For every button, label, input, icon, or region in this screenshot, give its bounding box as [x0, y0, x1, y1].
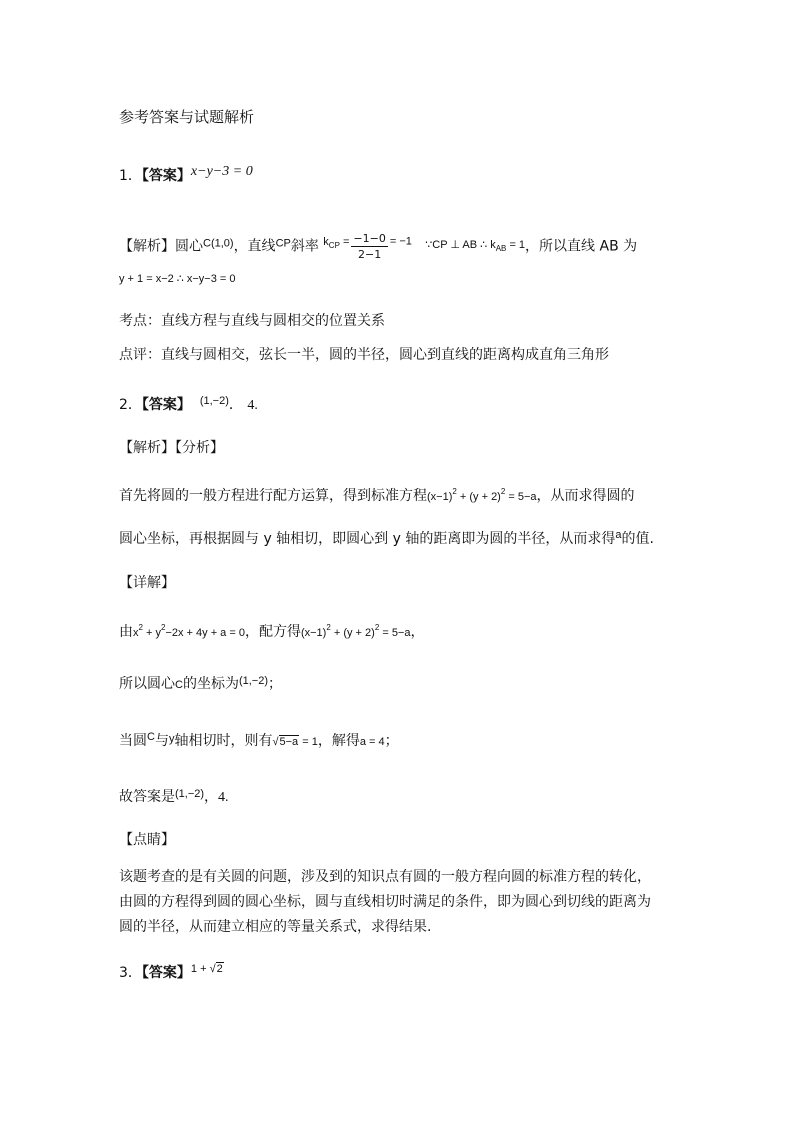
q1-text-1: 圆心	[175, 238, 203, 255]
q2-d3-a: 当圆	[119, 733, 147, 749]
q2-d4-a: 故答案是	[119, 789, 175, 805]
q2-p2-b: 的值.	[621, 531, 654, 547]
q2-d1-m4: (x−1)	[300, 627, 327, 639]
q2-d1-a: 由	[119, 624, 133, 640]
doc-title: 参考答案与试题解析	[119, 108, 255, 126]
q2-detail-line1	[119, 621, 424, 641]
q2-p1-sq: 2	[452, 487, 457, 496]
q2-d1-m2: + y	[142, 627, 161, 639]
q2-summary-1: 该题考查的是有关圆的问题，涉及到的知识点有圆的一般方程向圆的标准方程的转化，	[119, 869, 651, 885]
q2-d1-m6: = 5−a	[379, 627, 411, 639]
q2-d2-b: 的坐标为	[182, 676, 239, 692]
q2-p2-a: 圆心坐标，再根据圆与 y 轴相切，即圆心到 y 轴的距离即为圆的半径，从而求得	[119, 531, 616, 547]
q2-d3-sqrt-expr: √5−a = 1	[272, 736, 318, 748]
q2-d3-eq: = 1	[299, 736, 318, 748]
q2-d1-m5: + (y + 2)	[330, 627, 375, 639]
q2-d1-b: ，配方得	[244, 624, 301, 640]
q3-answer-math: 1 + √2	[190, 963, 223, 975]
q2-p1-m1: (x−1)	[427, 491, 453, 503]
q2-summary-2: 由圆的方程得到圆的圆心坐标，圆与直线相切时满足的条件，即为圆心到切线的距离为	[119, 894, 651, 910]
q2-d1-sq3: 2	[326, 623, 331, 632]
q1-answer-line	[119, 164, 253, 185]
q2-d3-sqrt: 5−a	[279, 736, 299, 748]
q1-center: C(1,0)	[203, 237, 234, 250]
q1-kaodian: 考点：直线方程与直线与圆相交的位置关系	[119, 313, 385, 329]
q1-cp: CP	[275, 237, 291, 250]
q2-d1-sq2: 2	[161, 623, 166, 632]
q3-answer-tag: 【答案】	[141, 965, 191, 981]
q1-frac-den: 2−1	[358, 248, 382, 261]
q3-a1: 1 +	[190, 963, 210, 975]
q2-p1-m3: = 5−a	[505, 491, 537, 503]
q2-d3-e: ；	[384, 733, 399, 749]
q2-d1-c: ，	[410, 624, 425, 640]
q2-d4-c: 4.	[218, 790, 229, 805]
q2-p2-var: a	[615, 529, 622, 541]
q1-ab-sub: AB	[495, 243, 507, 253]
q2-d4-b: ，	[204, 789, 219, 805]
q1-number: 1．	[119, 168, 142, 184]
q2-answer-line	[119, 394, 258, 414]
q1-frac-num: −1−0	[353, 232, 386, 245]
q1-ab-val: = 1	[509, 238, 526, 251]
q1-answer-tag: 【答案】	[141, 168, 191, 184]
q1-eq-res: = −1	[389, 235, 412, 248]
q2-d2-a: 所以圆心	[119, 676, 175, 692]
q2-d1-sq: 2	[138, 623, 143, 632]
q2-d3-d: ，解得	[317, 733, 360, 749]
q2-d1-m1: x	[133, 627, 139, 639]
q2-d1-m3: −2x + 4y + a = 0	[165, 627, 245, 639]
q2-d3-c: C	[147, 731, 155, 743]
q2-d2-m: (1,−2)	[238, 675, 268, 687]
q1-text-3: 斜率	[290, 238, 319, 255]
q2-p1-b: ，从而求得圆的	[536, 488, 635, 504]
q2-number: 2．	[119, 397, 142, 413]
q2-p1-a: 首先将圆的一般方程进行配方运算，得到标准方程	[119, 488, 427, 504]
q1-k-sub: CP	[328, 240, 340, 250]
q2-jiexi-fenxi: 【解析】【分析】	[119, 440, 224, 456]
q2-d3-y: y	[168, 733, 175, 745]
q2-p1-sq2: 2	[500, 487, 506, 496]
q1-eq: =	[342, 235, 350, 248]
q2-d2-d: ；	[268, 676, 282, 692]
q2-p1-math	[427, 487, 537, 503]
q1-dianping: 点评：直线与圆相交，弦长一半，圆的半径，圆心到直线的距离构成直角三角形	[119, 347, 609, 363]
q2-d4-m: (1,−2)	[175, 788, 205, 800]
q1-perp	[425, 239, 525, 251]
q1-analysis-line	[119, 232, 637, 261]
q2-answer-tag: 【答案】	[141, 397, 191, 413]
q2-summary-3: 圆的半径，从而建立相应的等量关系式，求得结果.	[119, 919, 432, 935]
q1-jiexi-tag: 【解析】	[119, 238, 175, 255]
q2-d1-math1	[133, 623, 245, 639]
q2-ans1: (1,−2)	[199, 395, 229, 407]
q2-sep: ．	[228, 397, 243, 413]
q2-d3-m: a = 4	[359, 736, 385, 748]
q2-detail-line2	[119, 673, 282, 693]
q2-d2-c: C	[175, 679, 183, 691]
q2-d3-c2: 轴相切时，则有	[174, 733, 273, 749]
q1-text-4: ，所以直线 AB 为	[525, 238, 638, 255]
q3-number: 3．	[119, 965, 142, 981]
q2-ans2: 4.	[247, 398, 258, 413]
q2-para1-line2	[119, 528, 654, 548]
q1-fraction	[351, 232, 387, 261]
q1-answer-math: x−y−3 = 0	[190, 164, 253, 179]
q1-perp-text: ∵CP ⊥ AB ∴ k	[425, 238, 496, 251]
q1-line-eq: y + 1 = x−2 ∴ x−y−3 = 0	[119, 273, 236, 285]
q2-d3-b: 与	[154, 733, 169, 749]
q2-p1-m2: + (y + 2)	[456, 491, 501, 503]
q3-sqrt: 2	[216, 963, 223, 975]
q2-detail-line4	[119, 786, 229, 806]
q1-slope	[323, 236, 349, 248]
q2-dianjing: 【点睛】	[119, 832, 175, 848]
q2-detail-line3	[119, 730, 399, 750]
q3-answer-line	[119, 962, 224, 982]
q2-para1-line1	[119, 485, 635, 505]
q2-d1-sq4: 2	[374, 623, 380, 632]
q1-k: k	[323, 235, 329, 248]
q2-d1-math2	[300, 623, 411, 639]
q2-xiangjie: 【详解】	[119, 575, 175, 591]
q1-text-2: ，直线	[233, 238, 276, 255]
